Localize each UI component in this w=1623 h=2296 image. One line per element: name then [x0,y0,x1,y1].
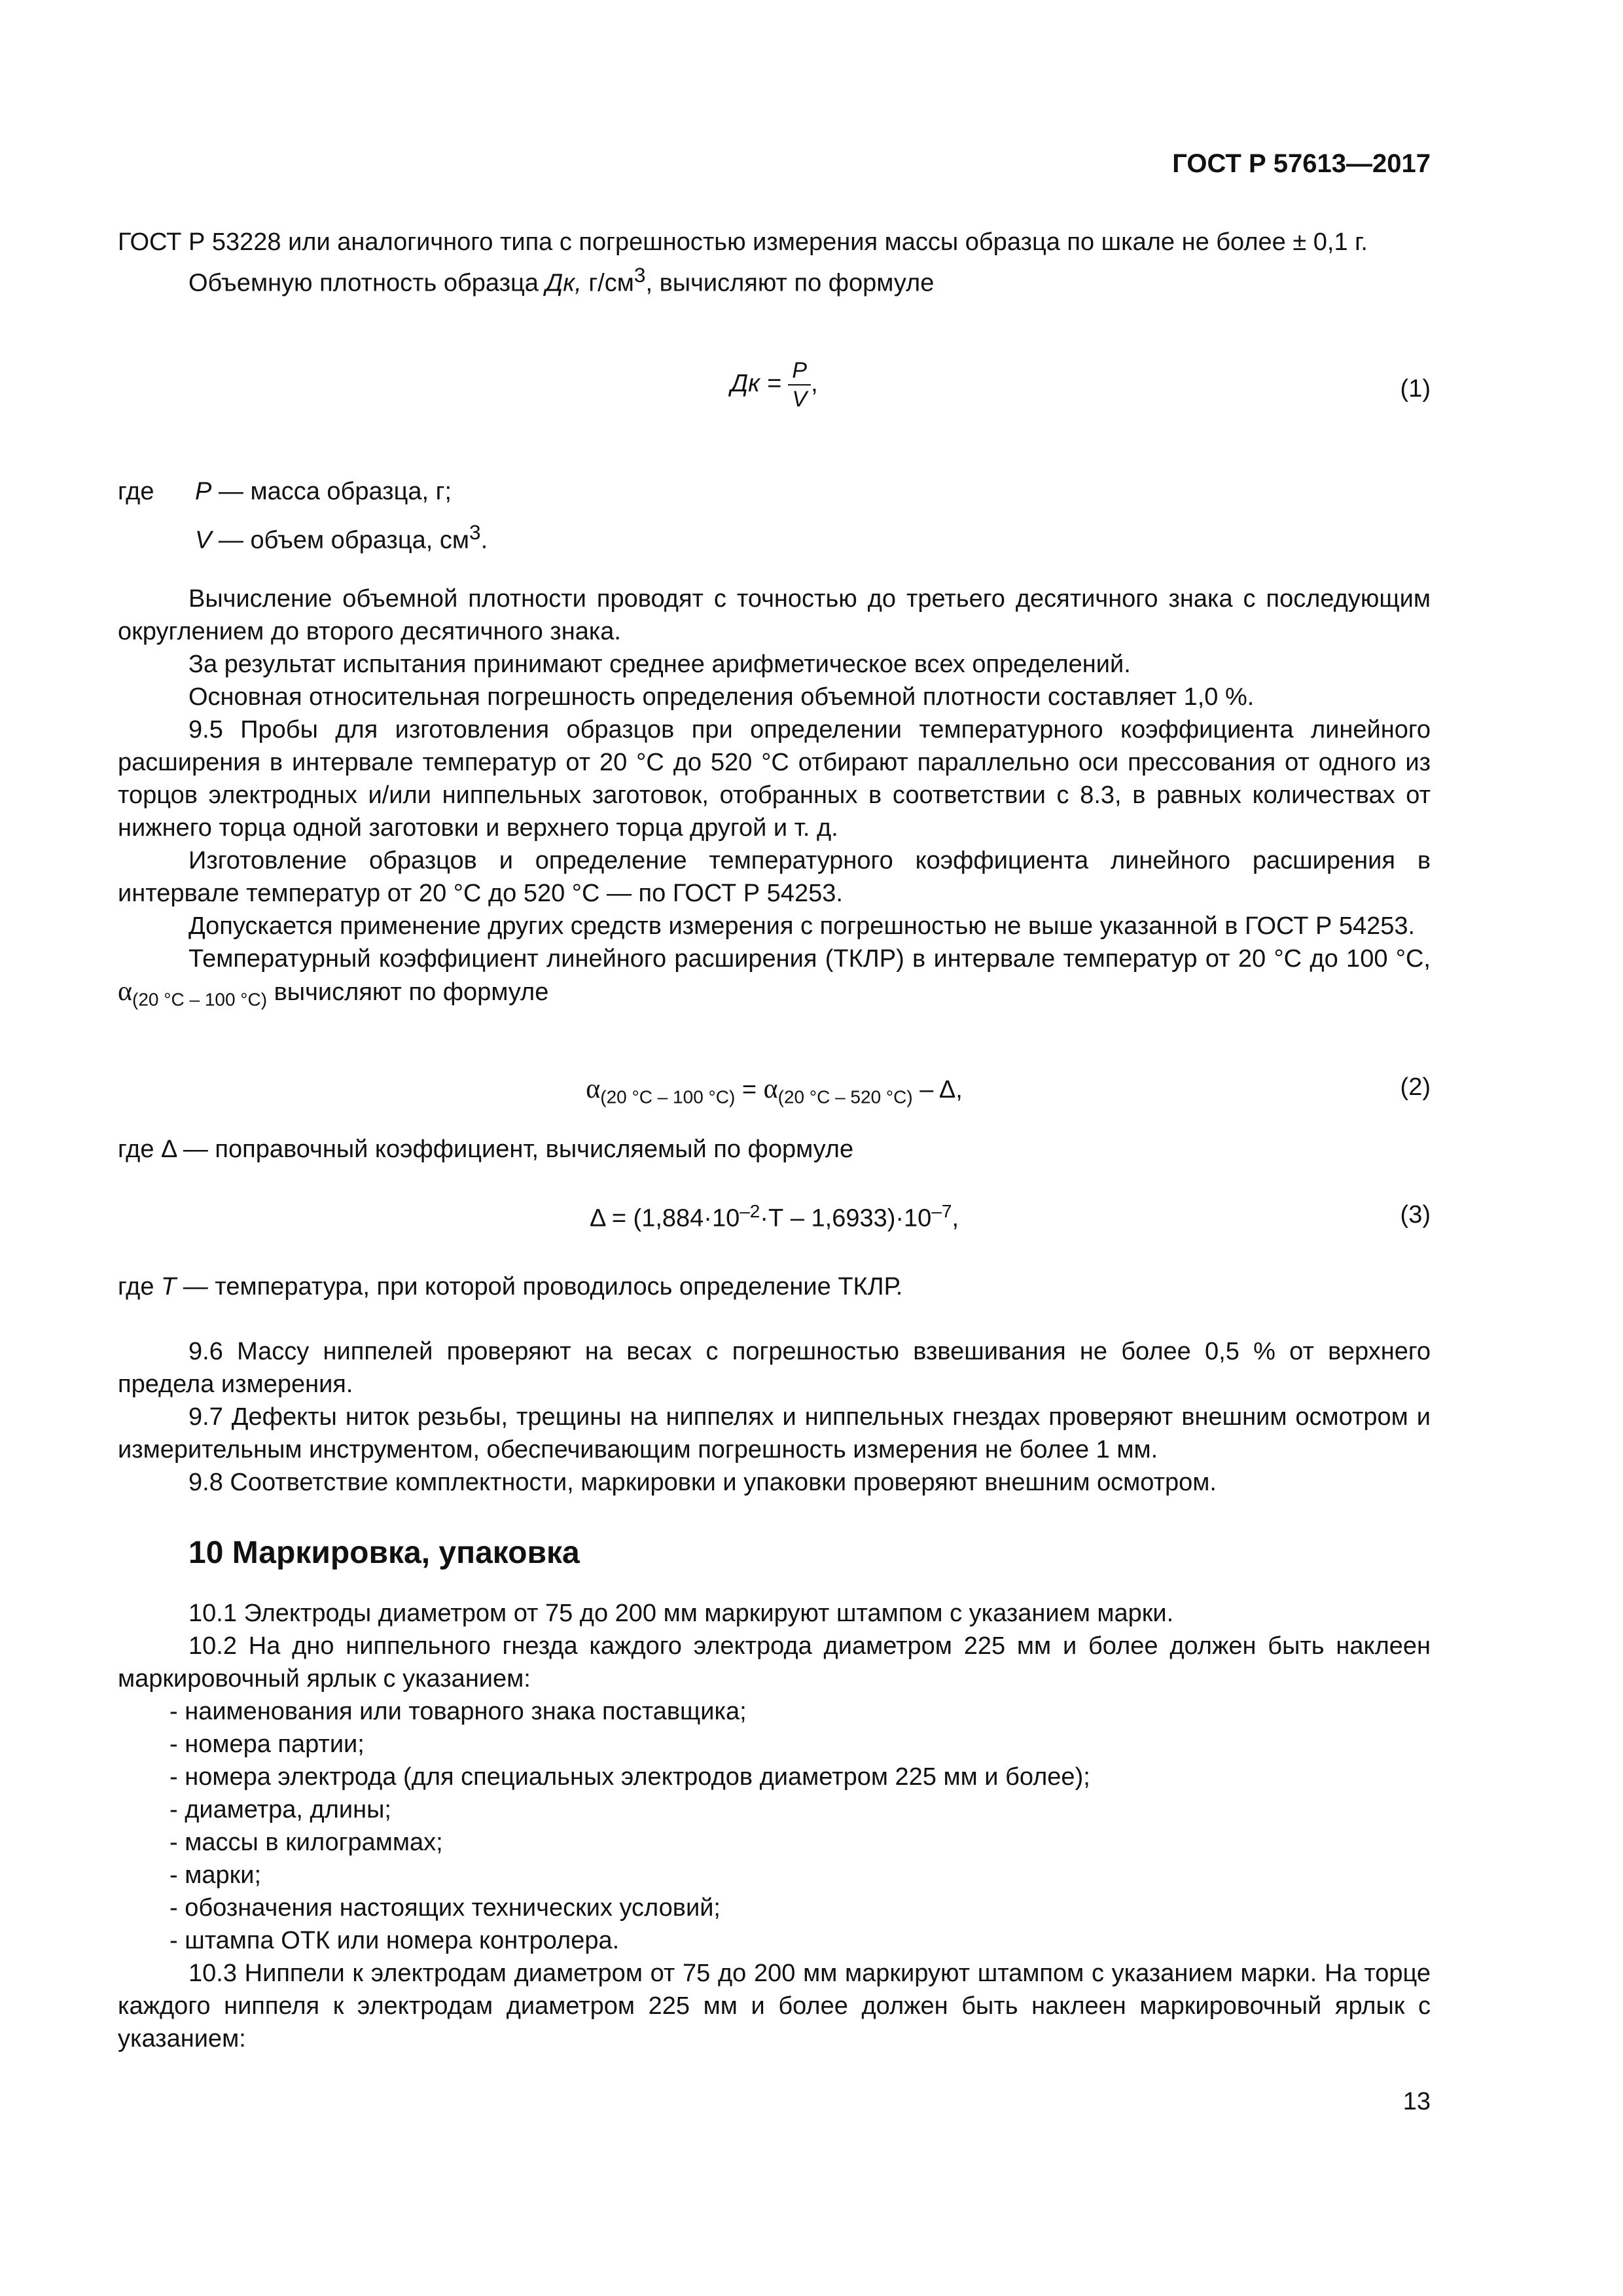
list-item: - номера партии; [169,1731,365,1758]
alpha-symbol: α [118,977,133,1007]
text: = [735,1076,764,1103]
equation-body [118,1073,1431,1108]
superscript: 3 [633,263,646,287]
variable: Дк, [545,269,582,297]
paragraph: 10.3 Ниппели к электродам диаметром от 75 до 200 мм маркируют штампом с указанием марки. На торце каждого ниппеля к электродам диаметром 225 мм и более должен быть наклеен маркировочный ярлык с указанием: [118,1960,1431,2053]
text: , вычисляют по формуле [645,269,935,297]
section-heading: 10 Маркировка, упаковка [188,1535,580,1570]
text: Температурный коэффициент линейного расширения (ТКЛР) в интервале температур от 20 °С до 100 °С, [188,945,1431,973]
paragraph: 10.2 На дно ниппельного гнезда каждого электрода диаметром 225 мм и более должен быть наклеен маркировочный ярлык с указанием: [118,1632,1431,1693]
list-item: - марки; [169,1861,262,1889]
paragraph: ГОСТ Р 53228 или аналогичного типа с погрешностью измерения массы образца по шкале не более ± 0,1 г. [118,228,1368,256]
paragraph-block-b [118,1335,1431,1499]
text: Δ = (1,884·10 [589,1204,740,1232]
paragraph [118,259,1431,300]
paragraph: Вычисление объемной плотности проводят с точностью до третьего десятичного знака с последующим округлением до второго десятичного знака. [118,585,1431,645]
where-line [118,1266,902,1307]
superscript: –2 [740,1201,760,1221]
paragraph [118,942,1431,1016]
alpha-symbol: α [763,1074,778,1104]
variable: Т [161,1273,177,1300]
where-block-2 [118,1129,853,1170]
text: вычисляют по формуле [267,978,549,1006]
superscript: 3 [469,520,481,544]
variable: V [195,526,212,554]
text: — масса образца, г; [211,478,452,505]
text: — температура, при которой проводилось определение ТКЛР. [176,1273,903,1300]
equation-1 [118,357,1431,429]
paragraph: 10.1 Электроды диаметром от 75 до 200 мм маркируют штампом с указанием марки. [188,1600,1174,1627]
paragraph: 9.8 Соответствие комплектности, маркировки и упаковки проверяют внешним осмотром. [188,1469,1217,1496]
equation-number: (1) [1400,375,1431,403]
list-item: - массы в килограммах; [169,1829,443,1856]
text: ·Т – 1,6933)·10 [760,1204,932,1232]
equation-number: (3) [1400,1201,1431,1229]
intro-block [118,226,1431,300]
paragraph: Основная относительная погрешность определения объемной плотности составляет 1,0 %. [188,683,1255,711]
document-header: ГОСТ Р 57613—2017 [1172,149,1431,178]
text: — объем образца, см [211,526,469,554]
where-block-3 [118,1266,902,1307]
equation-3 [118,1201,1431,1253]
denominator: V [792,387,808,412]
text: Объемную плотность образца [188,269,546,297]
equation-2 [118,1073,1431,1126]
paragraph: Допускается применение других средств измерения с погрешностью не выше указанной в ГОСТ Р 54253. [188,912,1416,940]
equation-tail: , [811,370,818,398]
where-word: где [118,478,154,505]
text: , [952,1204,959,1232]
superscript: –7 [931,1201,952,1221]
subscript: (20 °С – 520 °С) [777,1086,913,1107]
where-block-1 [118,471,488,561]
subscript: (20 °С – 100 °С) [132,989,268,1010]
where-line [118,512,488,561]
subscript: (20 °С – 100 °С) [600,1086,736,1107]
where-line: где Δ — поправочный коэффициент, вычисляемый по формуле [118,1136,854,1163]
paragraph: За результат испытания принимают среднее арифметическое всех определений. [188,651,1131,678]
paragraph: Изготовление образцов и определение температурного коэффициента линейного расширения в интервале температур от 20 °С до 520 °С — по ГОСТ Р 54253. [118,847,1431,907]
list-item: - штампа ОТК или номера контролера. [169,1927,620,1954]
where-line [118,471,488,512]
page-number: 13 [1402,2088,1431,2115]
numerator: P [788,357,811,386]
text: где [118,1273,162,1300]
list-item: - диаметра, длины; [169,1796,391,1823]
paragraph: 9.6 Массу ниппелей проверяют на весах с погрешностью взвешивания не более 0,5 % от верхнего предела измерения. [118,1338,1431,1398]
equation-number: (2) [1400,1073,1431,1101]
list-item: - наименования или товарного знака поставщика; [169,1698,747,1725]
paragraph: 9.7 Дефекты ниток резьбы, трещины на ниппелях и ниппельных гнездах проверяют внешним осмотром и измерительным инструментом, обеспечивающим погрешность измерения не более 1 мм. [118,1403,1431,1463]
equation-lhs: Дк = [730,370,781,398]
text: г/см [581,269,634,297]
equation-body [118,1201,1431,1233]
fraction [788,357,811,413]
paragraph-block-c [118,1597,1431,2055]
text: – Δ, [912,1076,963,1103]
alpha-symbol: α [586,1074,601,1104]
paragraph-block-a [118,583,1431,1016]
text: . [480,526,488,554]
list-item: - обозначения настоящих технических условий; [169,1894,721,1922]
paragraph: 9.5 Пробы для изготовления образцов при определении температурного коэффициента линейного расширения в интервале температур от 20 °С до 520 °С отбирают параллельно оси прессования от одного из торцов электродных и/или ниппельных заготовок, отобранных в соответствии с 8.3, в равных количествах от нижнего торца одной заготовки и верхнего торца другой и т. д. [118,716,1431,842]
list-item: - номера электрода (для специальных электродов диаметром 225 мм и более); [169,1763,1090,1791]
variable: P [195,478,212,505]
equation-body [118,357,1431,413]
